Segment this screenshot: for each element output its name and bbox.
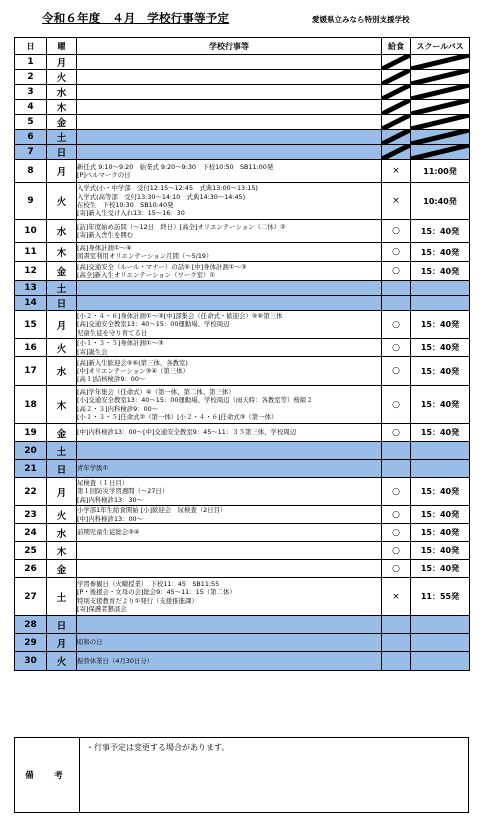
schedule-row [15, 296, 470, 311]
day-cell: 24 [15, 524, 47, 542]
lunch-cell: ○ [382, 339, 411, 357]
weekday-cell: 土 [47, 442, 77, 460]
event-line: 学習参観日（火曜授業） 下校11：45 SB11:55 [77, 579, 220, 588]
event-line: [訪]年度始め訪問（～12日 終日）[高全]オリエンテーション（二休）② [77, 222, 286, 231]
bus-cell: 11：55発 [411, 578, 470, 616]
schedule-row [15, 634, 470, 652]
event-line: [高]交通安全教室13：40～15：00運動場、学校周辺 [77, 320, 230, 329]
lunch-cell [382, 616, 411, 634]
events-cell [77, 281, 382, 296]
event-line: 第１回防災学習週間（～27日） [77, 487, 169, 496]
lunch-cell [382, 442, 411, 460]
bus-cell [411, 296, 470, 311]
lunch-cell: × [382, 578, 411, 616]
event-line: [高２・３]内科検診9：00～ [77, 404, 159, 413]
events-cell [77, 442, 382, 460]
schedule-row [15, 652, 470, 671]
event-line: [中]オリエンテーション③④（第三体） [77, 366, 189, 375]
day-cell: 12 [15, 262, 47, 281]
slash-mark [411, 130, 469, 144]
schedule-row [15, 442, 470, 460]
event-line: [P]ベルマークの日 [77, 171, 131, 179]
day-cell: 15 [15, 311, 47, 339]
event-line: 新任式 9:10～9:20 始業式 9:20～9:30 下校10:50 SB11:00発 [77, 162, 274, 171]
col-header-bus: スクールバス [411, 38, 470, 55]
lunch-cell [382, 70, 411, 85]
events-cell [77, 424, 382, 442]
bus-cell: 15：40発 [411, 243, 470, 262]
weekday-cell: 月 [47, 634, 77, 652]
weekday-cell: 土 [47, 130, 77, 145]
schedule-row [15, 115, 470, 130]
lunch-cell [382, 100, 411, 115]
lunch-cell [382, 652, 411, 671]
lunch-cell [382, 85, 411, 100]
slash-mark [411, 100, 469, 114]
day-cell: 25 [15, 542, 47, 560]
events-cell [77, 85, 382, 100]
event-line: [高]新入生歓迎会⑤⑥(第三体、各教室) [77, 358, 188, 367]
events-cell [77, 578, 382, 616]
day-cell: 20 [15, 442, 47, 460]
weekday-cell: 金 [47, 262, 77, 281]
events-cell [77, 243, 382, 262]
day-cell: 13 [15, 281, 47, 296]
day-cell: 10 [15, 220, 47, 243]
weekday-cell: 金 [47, 560, 77, 578]
slash-mark [411, 115, 469, 129]
page-title: 令和６年度 ４月 学校行事等予定 [42, 11, 230, 25]
events-cell [77, 339, 382, 357]
day-cell: 14 [15, 296, 47, 311]
event-line: 在校生 下校10:30 SB10:40発 [77, 201, 174, 209]
day-cell: 11 [15, 243, 47, 262]
event-line: [小１・３・５]身体計測①～③ [77, 339, 164, 348]
schedule-row [15, 424, 470, 442]
day-cell: 28 [15, 616, 47, 634]
event-line: [高]内科検診13：30～ [77, 495, 143, 504]
events-cell [77, 100, 382, 115]
event-line: 児童生徒を守り育てる日 [77, 328, 148, 337]
lunch-cell: ○ [382, 560, 411, 578]
event-line: [高１]結核検診9：00～ [77, 375, 146, 384]
schedule-row [15, 160, 470, 183]
slash-mark [382, 145, 410, 159]
col-header-lunch: 給食 [382, 38, 411, 55]
events-cell [77, 357, 382, 386]
schedule-row [15, 281, 470, 296]
event-line: [小２・４・６]身体計測①～③[中]部集会（任命式・歓迎会）⑤⑥第三体 [77, 312, 283, 321]
event-line: 特別支援教育だより①発行（支援推進課） [77, 596, 198, 605]
school-name: 愛媛県立みなら特別支援学校 [312, 15, 410, 24]
weekday-cell: 火 [47, 652, 77, 671]
event-line: [高]身体計測①～⑥ [77, 243, 132, 252]
lunch-cell: ○ [382, 357, 411, 386]
lunch-cell: ○ [382, 506, 411, 524]
events-cell [77, 652, 382, 671]
event-line: [高]学年集会（任命式）④（第一体、第二体、第三体） [77, 387, 235, 396]
notes-text: ・行事予定は変更する場合があります。 [80, 738, 469, 813]
weekday-cell: 日 [47, 145, 77, 160]
schedule-row [15, 460, 470, 478]
slash-mark [411, 55, 469, 69]
weekday-cell: 水 [47, 524, 77, 542]
event-line: 昭和の日 [77, 638, 103, 647]
schedule-row [15, 560, 470, 578]
day-cell: 9 [15, 183, 47, 220]
lunch-cell [382, 296, 411, 311]
events-cell [77, 145, 382, 160]
schedule-row [15, 220, 470, 243]
events-cell [77, 460, 382, 478]
bus-cell: 15：40発 [411, 560, 470, 578]
weekday-cell: 水 [47, 357, 77, 386]
bus-cell: 15：40発 [411, 339, 470, 357]
schedule-row [15, 542, 470, 560]
event-line: 入学式(高等部 受付13:30～14:10 式典14:30～14:45) [77, 192, 246, 201]
event-line: 振替休業日（4月30日分） [77, 656, 154, 665]
slash-mark [382, 70, 410, 84]
lunch-cell: ○ [382, 220, 411, 243]
day-cell: 23 [15, 506, 47, 524]
day-cell: 8 [15, 160, 47, 183]
weekday-cell: 月 [47, 160, 77, 183]
schedule-row [15, 478, 470, 506]
bus-cell [411, 460, 470, 478]
schedule-row [15, 616, 470, 634]
lunch-cell: ○ [382, 311, 411, 339]
events-cell [77, 560, 382, 578]
weekday-cell: 土 [47, 578, 77, 616]
events-cell [77, 616, 382, 634]
bus-cell: 15：40発 [411, 478, 470, 506]
weekday-cell: 火 [47, 70, 77, 85]
header-row [15, 38, 470, 55]
schedule-row [15, 262, 470, 281]
col-header-dow: 曜 [47, 38, 77, 55]
bus-cell: 15：40発 [411, 506, 470, 524]
events-cell [77, 478, 382, 506]
event-line: [P・後援会・文母の会]総会9：45～11：15（第二体） [77, 588, 236, 597]
slash-mark [382, 130, 410, 144]
bus-cell [411, 652, 470, 671]
schedule-row [15, 578, 470, 616]
bus-cell [411, 55, 470, 70]
event-line: 入学式(小・中学部 受付12:15～12:45 式典13:00～13:15) [77, 184, 258, 193]
schedule-row [15, 506, 470, 524]
bus-cell: 15：40発 [411, 386, 470, 424]
schedule-row [15, 311, 470, 339]
weekday-cell: 火 [47, 183, 77, 220]
bus-cell: 15：40発 [411, 262, 470, 281]
day-cell: 4 [15, 100, 47, 115]
events-cell [77, 160, 382, 183]
lunch-cell: ○ [382, 243, 411, 262]
notes-table [14, 737, 469, 813]
schedule-row [15, 339, 470, 357]
lunch-cell [382, 460, 411, 478]
notes-label: 備 考 [15, 738, 80, 813]
day-cell: 30 [15, 652, 47, 671]
event-line: [寄]保護者懇談会 [77, 604, 127, 613]
day-cell: 5 [15, 115, 47, 130]
weekday-cell: 日 [47, 616, 77, 634]
weekday-cell: 火 [47, 339, 77, 357]
lunch-cell: ○ [382, 542, 411, 560]
events-cell [77, 386, 382, 424]
schedule-row [15, 100, 470, 115]
event-line: 尿検査（１日目） [77, 479, 129, 488]
weekday-cell: 土 [47, 281, 77, 296]
event-line: [高]交通安全（ルール・マナー）の話⑤ [中]身体計測①～③ [77, 262, 247, 271]
lunch-cell [382, 115, 411, 130]
col-header-events: 学校行事等 [77, 38, 382, 55]
day-cell: 29 [15, 634, 47, 652]
event-line: 小学部1年生給食開始 [小]歓迎会 尿検査（2日目） [77, 506, 227, 515]
day-cell: 19 [15, 424, 47, 442]
day-cell: 3 [15, 85, 47, 100]
bus-cell: 15：40発 [411, 524, 470, 542]
schedule-row [15, 145, 470, 160]
slash-mark [382, 55, 410, 69]
lunch-cell [382, 130, 411, 145]
schedule-row [15, 357, 470, 386]
weekday-cell: 月 [47, 478, 77, 506]
schedule-row [15, 85, 470, 100]
events-cell [77, 70, 382, 85]
event-line: [中]内科検診13：00～ [77, 514, 143, 523]
bus-cell: 15：40発 [411, 311, 470, 339]
bus-cell: 11:00発 [411, 160, 470, 183]
day-cell: 21 [15, 460, 47, 478]
bus-cell [411, 442, 470, 460]
event-line: [寄]新入舎生を囲む [77, 231, 134, 239]
weekday-cell: 火 [47, 506, 77, 524]
event-line: [寄]誕生会 [77, 347, 108, 356]
bus-cell [411, 115, 470, 130]
schedule-row [15, 243, 470, 262]
schedule-row [15, 55, 470, 70]
day-cell: 18 [15, 386, 47, 424]
lunch-cell [382, 145, 411, 160]
event-line: 図書室利用オリエンテーション月間（～5/19） [77, 252, 213, 260]
events-cell [77, 183, 382, 220]
col-header-day: 日 [15, 38, 47, 55]
lunch-cell: ○ [382, 424, 411, 442]
lunch-cell [382, 281, 411, 296]
events-cell [77, 130, 382, 145]
day-cell: 2 [15, 70, 47, 85]
slash-mark [411, 85, 469, 99]
events-cell [77, 311, 382, 339]
events-cell [77, 115, 382, 130]
event-line: [小１・３・５]任命式②（第一体）[小２・４・６]任命式③（第一体） [77, 412, 278, 421]
schedule-row [15, 70, 470, 85]
lunch-cell [382, 634, 411, 652]
event-line: [高全]新入生オリエンテーション（ワーク室）① [77, 271, 216, 279]
lunch-cell [382, 55, 411, 70]
lunch-cell: × [382, 183, 411, 220]
day-cell: 16 [15, 339, 47, 357]
lunch-cell: × [382, 160, 411, 183]
weekday-cell: 木 [47, 386, 77, 424]
day-cell: 1 [15, 55, 47, 70]
slash-mark [411, 70, 469, 84]
day-cell: 17 [15, 357, 47, 386]
slash-mark [411, 145, 469, 159]
schedule-row [15, 386, 470, 424]
schedule-row [15, 183, 470, 220]
bus-cell: 15：40発 [411, 357, 470, 386]
bus-cell [411, 634, 470, 652]
bus-cell [411, 130, 470, 145]
bus-cell [411, 100, 470, 115]
lunch-cell: ○ [382, 386, 411, 424]
document-header [0, 0, 490, 34]
schedule-row [15, 524, 470, 542]
weekday-cell: 木 [47, 243, 77, 262]
day-cell: 27 [15, 578, 47, 616]
weekday-cell: 木 [47, 542, 77, 560]
lunch-cell: ○ [382, 524, 411, 542]
bus-cell: 10:40発 [411, 183, 470, 220]
bus-cell [411, 281, 470, 296]
bus-cell [411, 85, 470, 100]
event-line: 前期児童生徒総会③④ [77, 528, 140, 537]
weekday-cell: 水 [47, 220, 77, 243]
weekday-cell: 金 [47, 424, 77, 442]
day-cell: 26 [15, 560, 47, 578]
weekday-cell: 金 [47, 115, 77, 130]
events-cell [77, 220, 382, 243]
weekday-cell: 木 [47, 100, 77, 115]
bus-cell [411, 70, 470, 85]
bus-cell: 15：40発 [411, 424, 470, 442]
weekday-cell: 日 [47, 296, 77, 311]
weekday-cell: 水 [47, 85, 77, 100]
event-line: 青年学級① [77, 464, 109, 473]
events-cell [77, 542, 382, 560]
lunch-cell: ○ [382, 262, 411, 281]
bus-cell [411, 145, 470, 160]
weekday-cell: 日 [47, 460, 77, 478]
slash-mark [382, 85, 410, 99]
events-cell [77, 55, 382, 70]
bus-cell: 15：40発 [411, 542, 470, 560]
weekday-cell: 月 [47, 311, 77, 339]
slash-mark [382, 100, 410, 114]
schedule-table [14, 37, 470, 671]
event-line: [中]内科検診13：00～[中]交通安全教室9：45～11：３５第三体、学校周辺 [77, 428, 297, 437]
event-line: [小]交通安全教室13：40～15：00運動場、学校周辺（雨天時：各教室等）桜組２ [77, 396, 313, 405]
events-cell [77, 506, 382, 524]
bus-cell: 15：40発 [411, 220, 470, 243]
lunch-cell: ○ [382, 478, 411, 506]
day-cell: 22 [15, 478, 47, 506]
event-line: [寄]新入生受け入れ13：15～16：30 [77, 209, 185, 218]
slash-mark [382, 115, 410, 129]
events-cell [77, 634, 382, 652]
events-cell [77, 296, 382, 311]
events-cell [77, 262, 382, 281]
weekday-cell: 月 [47, 55, 77, 70]
bus-cell [411, 616, 470, 634]
day-cell: 6 [15, 130, 47, 145]
schedule-row [15, 130, 470, 145]
day-cell: 7 [15, 145, 47, 160]
events-cell [77, 524, 382, 542]
